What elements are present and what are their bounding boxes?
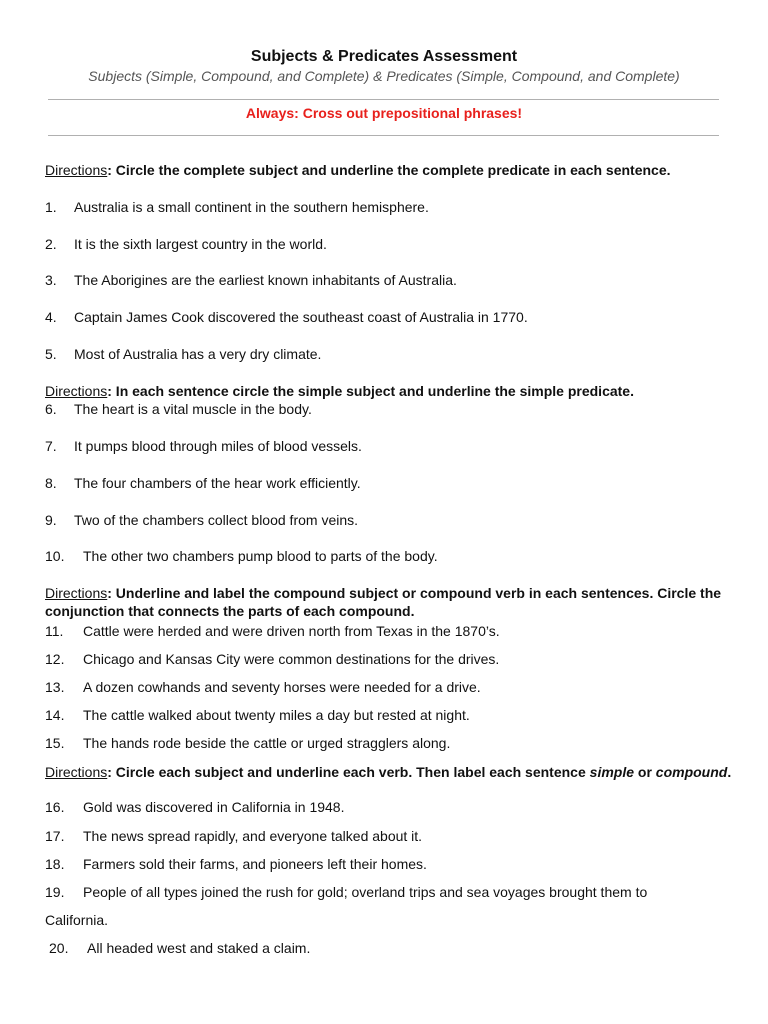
item-text: It pumps blood through miles of blood vessels. [74, 438, 362, 454]
list-item [45, 400, 735, 418]
item-text: Australia is a small continent in the southern hemisphere. [74, 199, 429, 215]
item-number: 17. [45, 828, 65, 844]
item-text: A dozen cowhands and seventy horses were needed for a drive. [83, 679, 481, 695]
item-text: The heart is a vital muscle in the body. [74, 401, 312, 417]
list-item [45, 511, 735, 529]
always-note: Always: Cross out prepositional phrases! [245, 105, 523, 121]
item-text: Two of the chambers collect blood from veins. [74, 512, 359, 528]
item-number: 14. [45, 707, 65, 723]
directions-text-end: . [727, 764, 732, 780]
page-subtitle: Subjects (Simple, Compound, and Complete) & Predicates (Simple, Compound, and Complete) [88, 68, 680, 84]
item-text: It is the sixth largest country in the world. [74, 236, 327, 252]
item-number: 16. [45, 799, 65, 815]
list-item [49, 939, 739, 957]
item-number: 7. [45, 438, 57, 454]
directions-emphasis-simple: simple [589, 764, 635, 780]
list-item [45, 437, 735, 455]
item-number: 13. [45, 679, 65, 695]
list-item [45, 678, 735, 696]
item-text: The other two chambers pump blood to parts of the body. [83, 548, 438, 564]
item-number: 19. [45, 884, 65, 900]
directions-label: Directions [45, 383, 108, 399]
list-item [45, 855, 735, 873]
directions-4 [45, 763, 735, 781]
bottom-divider [48, 135, 719, 136]
item-text: Most of Australia has a very dry climate. [74, 346, 322, 362]
list-item [45, 271, 735, 289]
list-item [45, 883, 735, 901]
directions-text-or: or [634, 764, 656, 780]
item-number: 3. [45, 272, 57, 288]
item-number: 10. [45, 548, 65, 564]
item-number: 2. [45, 236, 57, 252]
list-item [45, 706, 735, 724]
list-item [45, 547, 735, 565]
item-number: 15. [45, 735, 65, 751]
directions-3 [45, 584, 735, 620]
list-item [45, 474, 735, 492]
item-text: The four chambers of the hear work efficiently. [74, 475, 361, 491]
item-text: The Aborigines are the earliest known inhabitants of Australia. [74, 272, 457, 288]
item-number: 4. [45, 309, 57, 325]
directions-emphasis-compound: compound [655, 764, 728, 780]
list-item [45, 650, 735, 668]
item-number: 6. [45, 401, 57, 417]
item-text: People of all types joined the rush for gold; overland trips and sea voyages brought them to [83, 884, 648, 900]
page-title: Subjects & Predicates Assessment [250, 48, 518, 65]
list-item [45, 345, 735, 363]
item-text: The hands rode beside the cattle or urged stragglers along. [83, 735, 451, 751]
directions-label: Directions [45, 162, 108, 178]
item-number: 1. [45, 199, 57, 215]
item-text: The news spread rapidly, and everyone talked about it. [83, 828, 423, 844]
item-text: Chicago and Kansas City were common destinations for the drives. [83, 651, 500, 667]
list-item-continuation: California. [45, 912, 109, 928]
item-text: Captain James Cook discovered the southeast coast of Australia in 1770. [74, 309, 528, 325]
directions-label: Directions [45, 585, 108, 601]
directions-text: : In each sentence circle the simple subject and underline the simple predicate. [107, 383, 634, 399]
directions-text: : Circle each subject and underline each verb. Then label each sentence [107, 764, 590, 780]
item-text: Gold was discovered in California in 1948. [83, 799, 345, 815]
list-item [45, 235, 735, 253]
directions-text: : Circle the complete subject and underline the complete predicate in each sentence. [107, 162, 671, 178]
list-item [45, 798, 735, 816]
directions-1 [45, 161, 735, 179]
list-item [45, 308, 735, 326]
item-number: 5. [45, 346, 57, 362]
item-text: The cattle walked about twenty miles a day but rested at night. [83, 707, 470, 723]
item-number: 12. [45, 651, 65, 667]
item-number: 8. [45, 475, 57, 491]
directions-text: : Underline and label the compound subject or compound verb in each sentences. Circle the conjunction that connects the parts of each compound. [45, 585, 722, 619]
list-item [45, 827, 735, 845]
list-item [45, 198, 735, 216]
list-item [45, 734, 735, 752]
item-number: 18. [45, 856, 65, 872]
top-divider [48, 99, 719, 100]
list-item [45, 622, 735, 640]
item-text: Cattle were herded and were driven north from Texas in the 1870’s. [83, 623, 500, 639]
directions-2 [45, 382, 735, 400]
item-text: All headed west and staked a claim. [87, 940, 311, 956]
item-number: 20. [49, 940, 69, 956]
item-number: 9. [45, 512, 57, 528]
directions-label: Directions [45, 764, 108, 780]
item-number: 11. [45, 623, 64, 639]
item-text: Farmers sold their farms, and pioneers left their homes. [83, 856, 427, 872]
